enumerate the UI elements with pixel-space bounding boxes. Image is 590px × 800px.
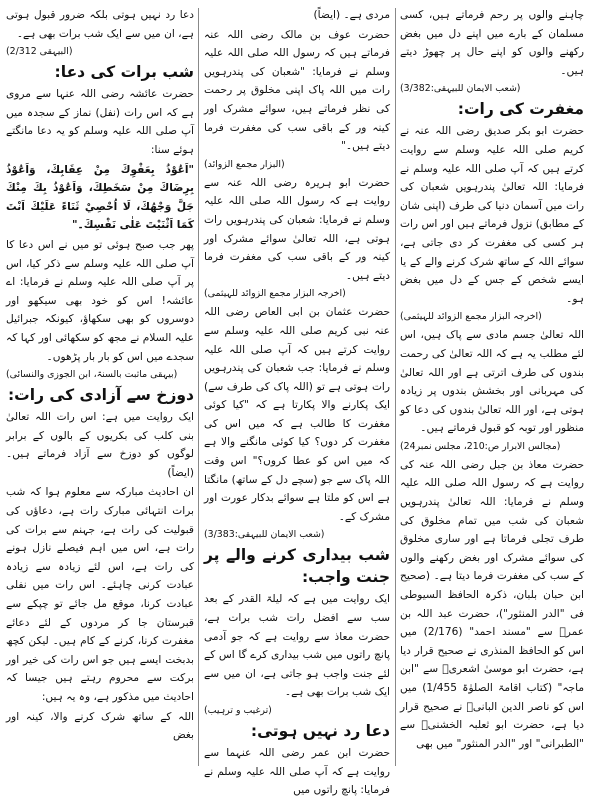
section-heading: دوزخ سے آزادی کی رات: [7, 386, 194, 405]
column-right [400, 6, 584, 768]
column-divider [198, 8, 199, 766]
reference-citation: (بیہقی ماثبت بالسنۃ، ابن الجوزی والنسائی) [6, 369, 178, 381]
reference-citation: (اخرجہ البزار مجمع الزوائد للہیثمی) [204, 288, 346, 300]
reference-citation: (ترغیب و ترہیب) [204, 705, 272, 716]
paragraph: ایک روایت میں ہے: اس رات اللہ تعالیٰ بنی کلب کی بکریوں کے بالوں کے برابر لوگوں کو دوزخ سے آزاد فرماتے ہیں۔ (ایضاً) [6, 411, 194, 479]
section-heading: مغفرت کی رات: [457, 100, 584, 119]
paragraph: حضرت عثمان بن ابی العاص رضی اللہ عنہ نبی کریم صلی اللہ علیہ وسلم سے روایت کرتے ہیں کہ آپ صلی اللہ علیہ وسلم نے فرمایا: جب شعبان کی پندرہویں رات ہوتی ہے تو (اللہ پاک کی طرف سے) ایک پکارنے والا پکارتا ہے کہ "کیا کوئی مغفرت کا طالب ہے کہ میں اس کی مغفرت کر دوں؟ کیا کوئی مانگنے والا ہے کہ میں اس کو عطا کروں؟" اس وقت اللہ پاک سے جو (سچے دل کے ساتھ) مانگتا ہے اس کو ملتا ہے سوائے بدکار عورت اور مشرک کے۔ [204, 306, 390, 523]
paragraph: ان احادیث مبارکہ سے معلوم ہوا کہ شب برات انتہائی مبارک رات ہے، دعاؤں کی قبولیت کی رات ہے، جہنم سے برات کی رات ہے، اس میں اہم فیصلے نازل ہونے کی رات ہے، اس لئے زیادہ سے زیادہ عبادت کرنی چاہئے۔ اس رات میں نفلی عبادت کرنا، موقع مل جائے تو چپکے سے قبرستان جا کر مردوں کے لئے دعائے مغفرت کرنا، کرنے کے کام ہیں۔ لیکن کچھ بدبخت ایسے ہیں جو اس رات کی خیر اور برکت سے محروم رہتے ہیں جیسا کہ احادیث میں مذکور ہے، وہ یہ ہیں: [6, 486, 194, 703]
paragraph: حضرت عائشہ رضی اللہ عنہا سے مروی ہے کہ اس رات (نفل) نماز کے سجدہ میں آپ صلی اللہ علیہ وسلم کو یہ دعا مانگتے ہوئے سنا: [6, 88, 194, 156]
section-heading: شب بیداری کرنے والے پر جنت واجب: [204, 546, 390, 587]
paragraph: اللہ کے ساتھ شرک کرنے والا، کینہ اور بغض [6, 710, 194, 742]
paragraph: حضرت عوف بن مالک رضی اللہ عنہ فرماتے ہیں کہ رسول اللہ صلی اللہ علیہ وسلم نے فرمایا: "شعبان کی پندرہویں رات میں اللہ پاک اپنی مخلوق پر رحمت کی نظر فرماتے ہیں، سوائے مشرک اور کینہ ور کے باقی سب کی مغفرت فرما دیتے ہیں۔" [204, 28, 390, 153]
paragraph: پھر جب صبح ہوئی تو میں نے اس دعا کا آپ صلی اللہ علیہ وسلم سے ذکر کیا، اس پر آپ صلی اللہ علیہ وسلم نے فرمایا: اے عائشہ! اس کو خود بھی سیکھو اور دوسروں کو بھی سکھاؤ، کیونکہ جبرائیل علیہ السلام نے مجھ کو سکھائی اور کہا کہ سجدے میں اس کو بار بار پڑھوں۔ [6, 238, 194, 363]
dua-text: "اَعُوْذُ بِعَفْوِكَ مِنْ عِقَابِكَ، وَاَعُوْذُ بِرِضَاكَ مِنْ سَخَطِكَ، وَاَعُوْذُ بِكَ مِنْكَ جَلَّ وَجْهُكَ، لَا اُحْصِيْ ثَنَاءً عَلَيْكَ اَنْتَ كَمَا اَثْنَيْتَ عَلٰى نَفْسِكَ۔" [6, 163, 194, 232]
column-divider [395, 8, 396, 766]
section-heading: شب برات کی دعا: [54, 63, 194, 82]
paragraph: حضرت ابو ہریرہ رضی اللہ عنہ سے روایت ہے کہ رسول اللہ صلی اللہ علیہ وسلم نے فرمایا: شعبان کی پندرہویں رات ہوتی ہے، اللہ تعالیٰ سوائے مشرک اور کینہ ور کے باقی سب کی مغفرت فرما دیتے ہیں۔ [204, 176, 390, 282]
paragraph: حضرت ابن عمر رضی اللہ عنہما سے روایت ہے کہ آپ صلی اللہ علیہ وسلم نے فرمایا: پانچ راتوں میں [204, 747, 390, 797]
paragraph: ایک روایت میں ہے کہ لیلۃ القدر کے بعد سب سے افضل رات شب برات ہے، حضرت معاذ سے روایت ہے کہ جو آدمی پانچ راتوں میں شب بیداری کرے گا اس کے لئے جنت واجب ہو جاتی ہے، ان میں سے ایک شب برات بھی ہے۔ [204, 593, 390, 699]
reference-citation: (شعب الایمان للبیہقی:3/383) [204, 529, 325, 541]
section-heading: دعا رد نہیں ہوتی: [250, 722, 390, 740]
reference-citation: (مجالس الابرار ص:210، مجلس نمبر24) [400, 440, 561, 452]
paragraph: حضرت ابو بکر صدیق رضی اللہ عنہ نے کریم صلی اللہ علیہ وسلم سے روایت کرتے ہیں کہ آپ صلی اللہ علیہ وسلم نے فرمایا: اللہ تعالیٰ پندرہویں شعبان کی رات میں آسمان دنیا کی طرف (اپنی شان کے مطابق) نزول فرماتے ہیں اور اس رات ہر کسی کی مغفرت کر دی جاتی ہے، سوائے اللہ کے ساتھ شرک کرنے والے کے یا ایسے شخص کے جس کے دل میں بغض ہو۔ [400, 125, 584, 305]
reference-citation: (البزار مجمع الزوائد) [204, 158, 285, 170]
column-middle [204, 6, 390, 797]
column-left [6, 6, 194, 768]
paragraph: چاہنے والوں پر رحم فرماتے ہیں، کسی مسلمان کے بارے میں اپنے دل میں بغض رکھنے والوں کو اپنے حال پر چھوڑ دیتے ہیں۔ [400, 9, 584, 77]
paragraph: دعا رد نہیں ہوتی بلکہ ضرور قبول ہوتی ہے، ان میں سے ایک شب برات بھی ہے۔ [6, 9, 194, 40]
reference-citation: (شعب الایمان للبیہقی:3/382) [400, 83, 521, 95]
paragraph: اللہ تعالیٰ جسم مادی سے پاک ہیں، اس لئے مطلب یہ ہے کہ اللہ تعالیٰ کی رحمت بندوں کی طرف اترتی ہے اور اللہ تعالیٰ کی مہربانی اور بخشش بندوں پر زیادہ ہوتی ہے، اور اللہ تعالیٰ بندوں کی دعا کو منظور اور توبہ کو قبول فرماتے ہیں۔ [400, 329, 584, 435]
paragraph: مردی ہے۔ (ایضاً) [313, 9, 390, 21]
reference-citation: (اخرجہ البزار مجمع الزوائد للہیثمی) [400, 311, 542, 323]
reference-citation: (البیہقی 2/312) [6, 46, 73, 58]
paragraph: حضرت معاذ بن جبل رضی اللہ عنہ کی روایت ہے کہ رسول اللہ صلی اللہ علیہ وسلم نے فرمایا: اللہ تعالیٰ پندرہویں شعبان کی شب میں تمام مخلوق کی طرف تجلی فرماتا ہے اور ساری مخلوق کی سوائے مشرک اور بغض رکھنے والوں کے سب کی مغفرت فرما دیتا ہے۔ (صحیح ابن حبان بلبان، ذکرہ الحافظ السیوطی فی "الدر المنثور")، حضرت عبد اللہ بن عمرؓ سے "مسند احمد" (2/176) میں اس کو الحافظ المنذری نے صحیح قرار دیا ہے، حضرت ابو موسیٰ اشعریؓ سے "ابن ماجہ" (کتاب اقامۃ الصلوٰۃ 1/455) میں اس کو ناصر الدین البانیؒ نے صحیح قرار دیا ہے، حضرت ابو ثعلبہ الخشنیؓ سے "الطبرانی" اور "الدر المنثور" میں بھی [400, 458, 585, 750]
